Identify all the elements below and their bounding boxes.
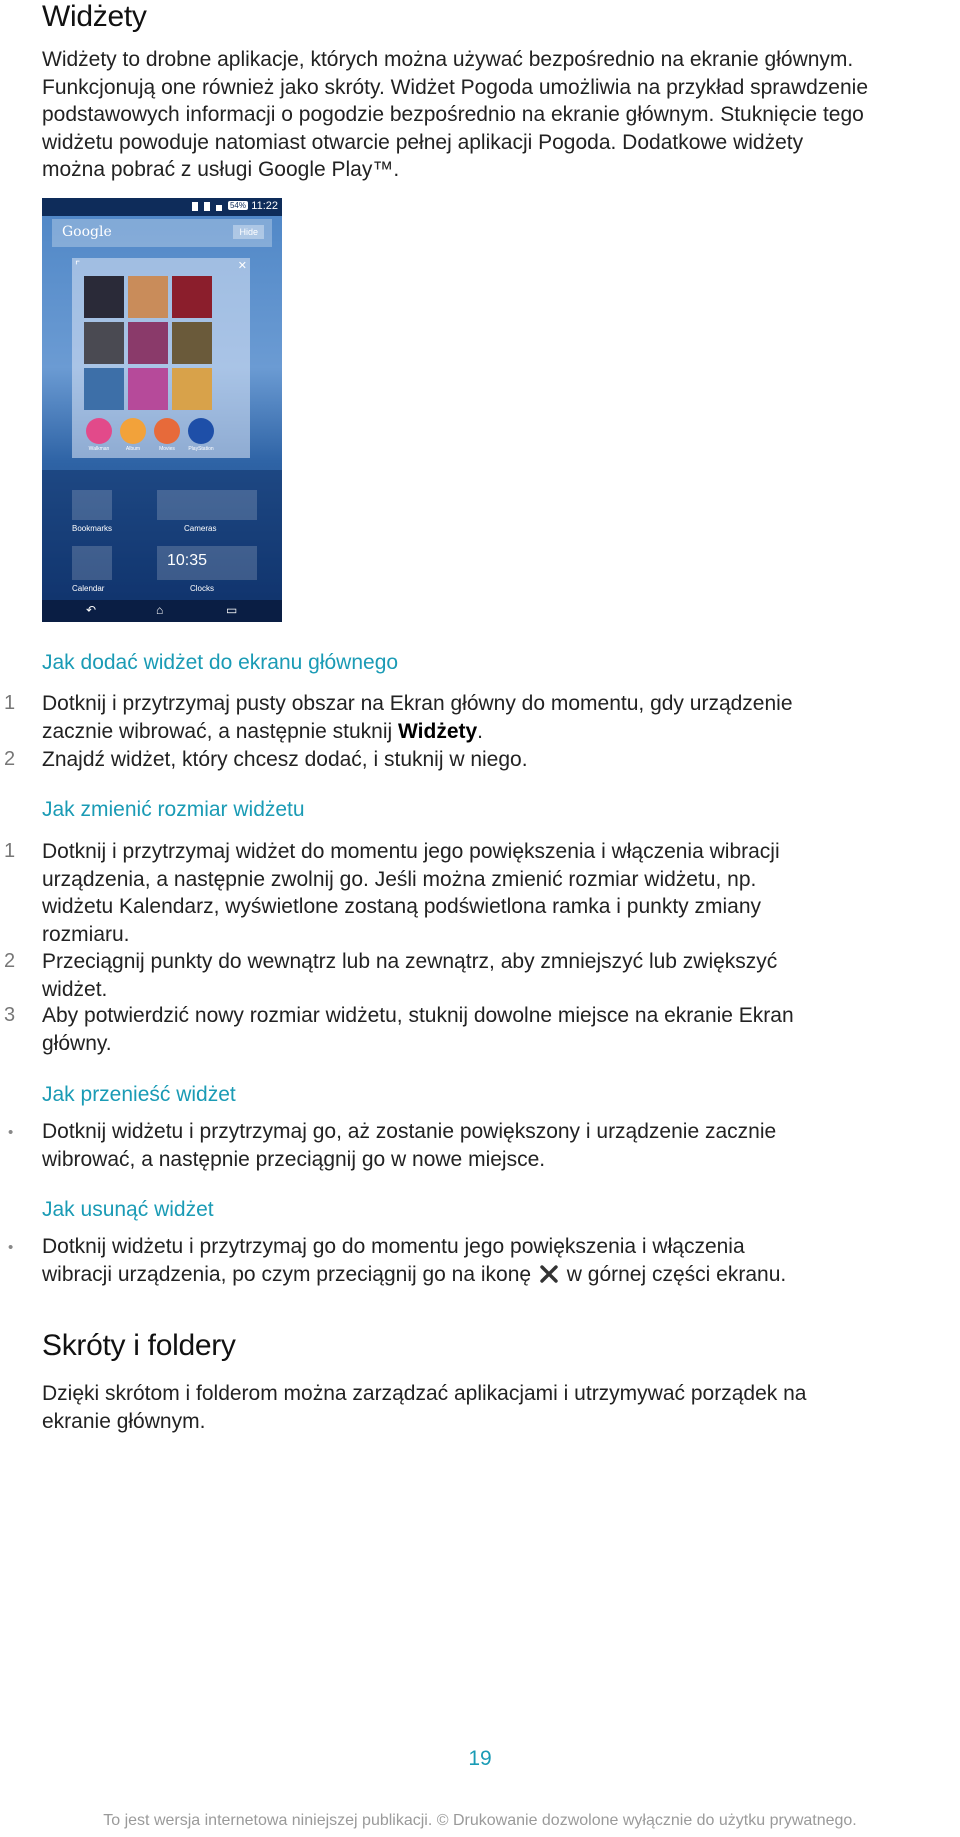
clocks-widget — [157, 546, 257, 580]
text-run: . — [477, 719, 484, 743]
text-line: Funkcjonują one również jako skróty. Widżet Pogoda umożliwia na przykład sprawdzenie — [42, 75, 869, 99]
widget-label: Clocks — [190, 584, 215, 593]
text-line: Dzięki skrótom i folderom można zarządzać aplikacjami i utrzymywać porządek na — [42, 1382, 807, 1405]
step-item — [42, 948, 922, 1003]
text-run: zacznie wibrować, a następnie stuknij — [42, 719, 399, 743]
bullet-item — [42, 1233, 922, 1291]
text-line: Dotknij i przytrzymaj pusty obszar na Ekran główny do momentu, gdy urządzenie — [42, 692, 793, 715]
widget-label: Calendar — [72, 584, 105, 593]
text-line: Aby potwierdzić nowy rozmiar widżetu, stuknij dowolne miejsce na ekranie Ekran — [42, 1004, 794, 1027]
step-item — [42, 746, 922, 774]
heading-add-widget: Jak dodać widżet do ekranu głównego — [42, 651, 399, 674]
back-icon: ↶ — [86, 603, 97, 617]
text-line — [42, 1261, 922, 1292]
wifi-icon — [216, 205, 222, 211]
text-line: główny. — [42, 1031, 112, 1055]
hide-button: Hide — [233, 225, 264, 239]
step-item — [42, 838, 922, 948]
widget-picker — [42, 470, 282, 604]
section-title-shortcuts: Skróty i foldery — [42, 1329, 236, 1362]
bullet-marker: • — [8, 1124, 14, 1141]
intro-paragraph — [42, 46, 922, 184]
text-line: Dotknij widżetu i przytrzymaj go, aż zostanie powiększony i urządzenie zacznie — [42, 1120, 777, 1143]
text-line: Dotknij widżetu i przytrzymaj go do momentu jego powiększenia i włączenia — [42, 1235, 745, 1258]
phone-screenshot — [42, 198, 282, 622]
google-search-bar — [52, 219, 272, 247]
text-line: Przeciągnij punkty do wewnątrz lub na zewnątrz, aby zmniejszyć lub zwiększyć — [42, 950, 778, 973]
media-tile — [128, 322, 168, 364]
media-tile — [172, 276, 212, 318]
widget-label: Cameras — [184, 524, 217, 533]
recent-apps-icon: ▭ — [226, 603, 238, 617]
text-line: Dotknij i przytrzymaj widżet do momentu jego powiększenia i włączenia wibracji — [42, 840, 780, 863]
album-icon — [120, 418, 146, 444]
bookmarks-widget — [72, 490, 112, 520]
cameras-widget — [157, 490, 257, 520]
text-line: wibrować, a następnie przeciągnij go w nowe miejsce. — [42, 1147, 546, 1171]
heading-remove-widget: Jak usunąć widżet — [42, 1198, 214, 1221]
dock-label: Album — [125, 446, 141, 452]
text-run: w górnej części ekranu. — [566, 1262, 787, 1286]
shortcuts-paragraph — [42, 1380, 922, 1435]
media-tile — [84, 368, 124, 410]
text-line: widżet. — [42, 977, 108, 1001]
text-line: widżetu Kalendarz, wyświetlone zostaną podświetlona ramka i punkty zmiany — [42, 895, 762, 918]
heading-resize-widget: Jak zmienić rozmiar widżetu — [42, 798, 305, 821]
calendar-widget — [72, 546, 112, 580]
media-tile — [172, 368, 212, 410]
text-run: wibracji urządzenia, po czym przeciągnij go na ikonę — [42, 1262, 532, 1286]
media-tile — [84, 276, 124, 318]
widget-label: Bookmarks — [72, 524, 113, 533]
text-line: podstawowych informacji o pogodzie bezpośrednio na ekranie głównym. Stuknięcie tego — [42, 103, 864, 126]
step-item — [42, 690, 922, 745]
dock-label: Walkman — [88, 446, 110, 452]
dock-label: PlayStation — [188, 446, 214, 452]
step-number: 2 — [4, 748, 16, 770]
playstation-icon — [188, 418, 214, 444]
text-line: widżetu powoduje natomiast otwarcie pełnej aplikacji Pogoda. Dodatkowe widżety — [42, 130, 804, 154]
status-time: 11:22 — [251, 200, 278, 212]
text-line: urządzenia, a następnie zwolnij go. Jeśli można zmienić rozmiar widżetu, np. — [42, 867, 757, 891]
battery-indicator: 54% — [229, 201, 246, 210]
close-x-icon — [539, 1264, 559, 1292]
widgets-menu-term: Widżety — [398, 719, 478, 743]
step-item — [42, 1002, 922, 1057]
text-line: można pobrać z usługi Google Play™. — [42, 158, 400, 181]
section-title-widgets: Widżety — [42, 0, 147, 33]
nav-bar — [42, 600, 282, 622]
step-number: 2 — [4, 950, 16, 972]
google-logo: Google — [62, 224, 112, 240]
media-tile — [128, 276, 168, 318]
text-line: Znajdź widżet, który chcesz dodać, i stuknij w niego. — [42, 748, 528, 771]
signal-icon — [192, 202, 198, 211]
dock-label: Movies — [159, 446, 175, 452]
sim-icon — [204, 202, 210, 211]
page-number: 19 — [468, 1747, 492, 1770]
media-tile — [84, 322, 124, 364]
footer-note: To jest wersja internetowa niniejszej publikacji. © Drukowanie dozwolone wyłącznie do użytku prywatnego. — [103, 1812, 857, 1829]
movies-icon — [154, 418, 180, 444]
text-line: rozmiaru. — [42, 922, 130, 946]
close-icon: ✕ — [237, 260, 247, 272]
text-line — [42, 718, 922, 746]
bullet-marker: • — [8, 1239, 14, 1256]
home-icon: ⌂ — [156, 603, 164, 617]
step-number: 1 — [4, 692, 16, 714]
text-line: Widżety to drobne aplikacje, których można używać bezpośrednio na ekranie głównym. — [42, 48, 854, 71]
media-tile — [128, 368, 168, 410]
step-number: 1 — [4, 840, 16, 862]
walkman-icon — [86, 418, 112, 444]
text-line: ekranie głównym. — [42, 1409, 206, 1433]
status-bar — [42, 198, 282, 216]
step-number: 3 — [4, 1004, 16, 1026]
bullet-item — [42, 1118, 922, 1173]
clock-value: 10:35 — [167, 552, 208, 569]
home-screen-preview — [72, 258, 250, 458]
resize-corner-icon: ⌜ — [75, 260, 81, 272]
heading-move-widget: Jak przenieść widżet — [42, 1083, 236, 1106]
media-tile — [172, 322, 212, 364]
